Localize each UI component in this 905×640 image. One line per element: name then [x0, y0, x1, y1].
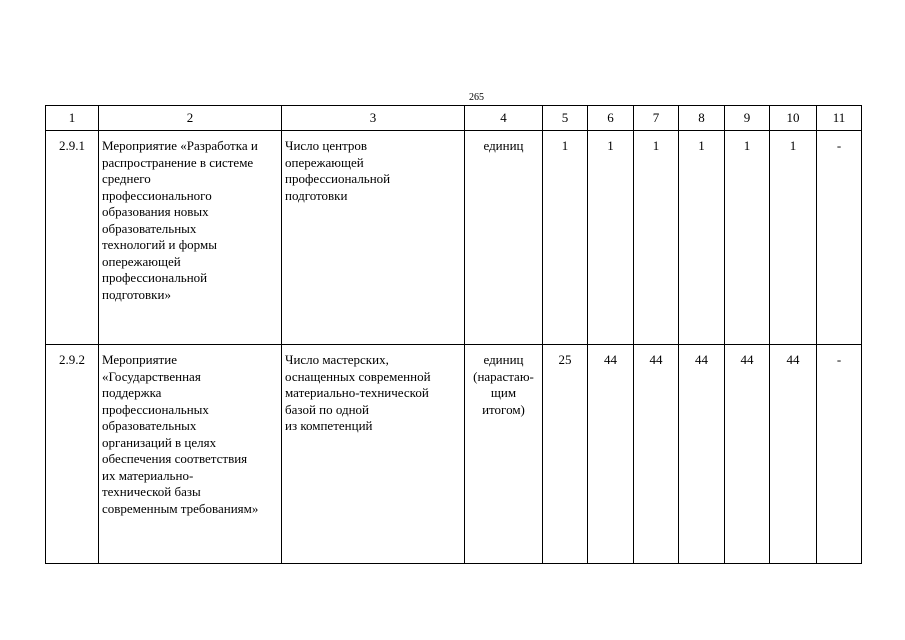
event-line: профессионального: [102, 187, 212, 203]
value-cell: 1: [679, 131, 725, 345]
event-line: современным требованиям»: [102, 500, 259, 516]
column-header: 5: [543, 106, 588, 131]
event-line: технической базы: [102, 484, 201, 499]
event-description: [99, 131, 282, 345]
event-line: Мероприятие «Разработка и: [102, 138, 258, 153]
unit-of-measure: [465, 345, 543, 564]
value-cell: 44: [634, 345, 679, 564]
table-row: [46, 345, 862, 564]
indicators-table: [45, 105, 862, 564]
unit-line: единиц: [483, 352, 524, 367]
value-cell: 1: [770, 131, 817, 345]
column-header: 3: [282, 106, 465, 131]
value-cell: 1: [588, 131, 634, 345]
event-line: опережающей: [102, 253, 181, 269]
value-cell: 44: [588, 345, 634, 564]
indicator-line: оснащенных современной: [285, 368, 431, 384]
unit-line: единиц: [483, 138, 524, 153]
event-line: «Государственная: [102, 368, 201, 384]
indicator-description: [282, 345, 465, 564]
event-line: профессиональных: [102, 401, 209, 417]
column-header: 9: [725, 106, 770, 131]
event-line: поддержка: [102, 385, 162, 400]
page-number: 265: [469, 92, 484, 103]
event-line: обеспечения соответствия: [102, 451, 248, 466]
indicator-line: подготовки: [285, 187, 348, 203]
indicator-line: опережающей: [285, 154, 364, 170]
row-id: 2.9.2: [46, 345, 99, 564]
column-header: 2: [99, 106, 282, 131]
event-line: распространение в системе: [102, 154, 254, 170]
value-cell: 44: [725, 345, 770, 564]
unit-line: щим: [490, 385, 517, 400]
event-line: профессиональной: [102, 270, 208, 285]
column-header: 8: [679, 106, 725, 131]
column-header: 10: [770, 106, 817, 131]
event-line: их материально-: [102, 467, 194, 483]
unit-line: итогом): [482, 401, 525, 417]
indicator-line: материально-технической: [285, 385, 429, 400]
value-cell: 44: [770, 345, 817, 564]
column-header: 1: [46, 106, 99, 131]
value-cell: 1: [725, 131, 770, 345]
event-line: образовательных: [102, 220, 197, 236]
column-header: 4: [465, 106, 543, 131]
table-header-row: [46, 106, 862, 131]
indicator-description: [282, 131, 465, 345]
indicator-line: профессиональной: [285, 171, 391, 186]
value-cell: -: [817, 131, 862, 345]
column-header: 6: [588, 106, 634, 131]
column-header: 11: [817, 106, 862, 131]
event-line: образования новых: [102, 204, 209, 219]
indicator-line: Число мастерских,: [285, 352, 389, 367]
value-cell: -: [817, 345, 862, 564]
value-cell: 1: [634, 131, 679, 345]
event-line: организаций в целях: [102, 434, 217, 450]
row-id: 2.9.1: [46, 131, 99, 345]
event-line: среднего: [102, 171, 151, 186]
unit-of-measure: [465, 131, 543, 345]
event-line: подготовки»: [102, 286, 171, 302]
event-description: [99, 345, 282, 564]
value-cell: 25: [543, 345, 588, 564]
indicator-line: из компетенций: [285, 418, 373, 433]
column-header: 7: [634, 106, 679, 131]
value-cell: 1: [543, 131, 588, 345]
value-cell: 44: [679, 345, 725, 564]
event-line: технологий и формы: [102, 237, 217, 252]
indicator-line: базой по одной: [285, 401, 370, 417]
event-line: Мероприятие: [102, 352, 177, 367]
unit-line: (нарастаю-: [473, 368, 534, 384]
table-row: [46, 131, 862, 345]
event-line: образовательных: [102, 418, 197, 433]
indicator-line: Число центров: [285, 138, 368, 153]
